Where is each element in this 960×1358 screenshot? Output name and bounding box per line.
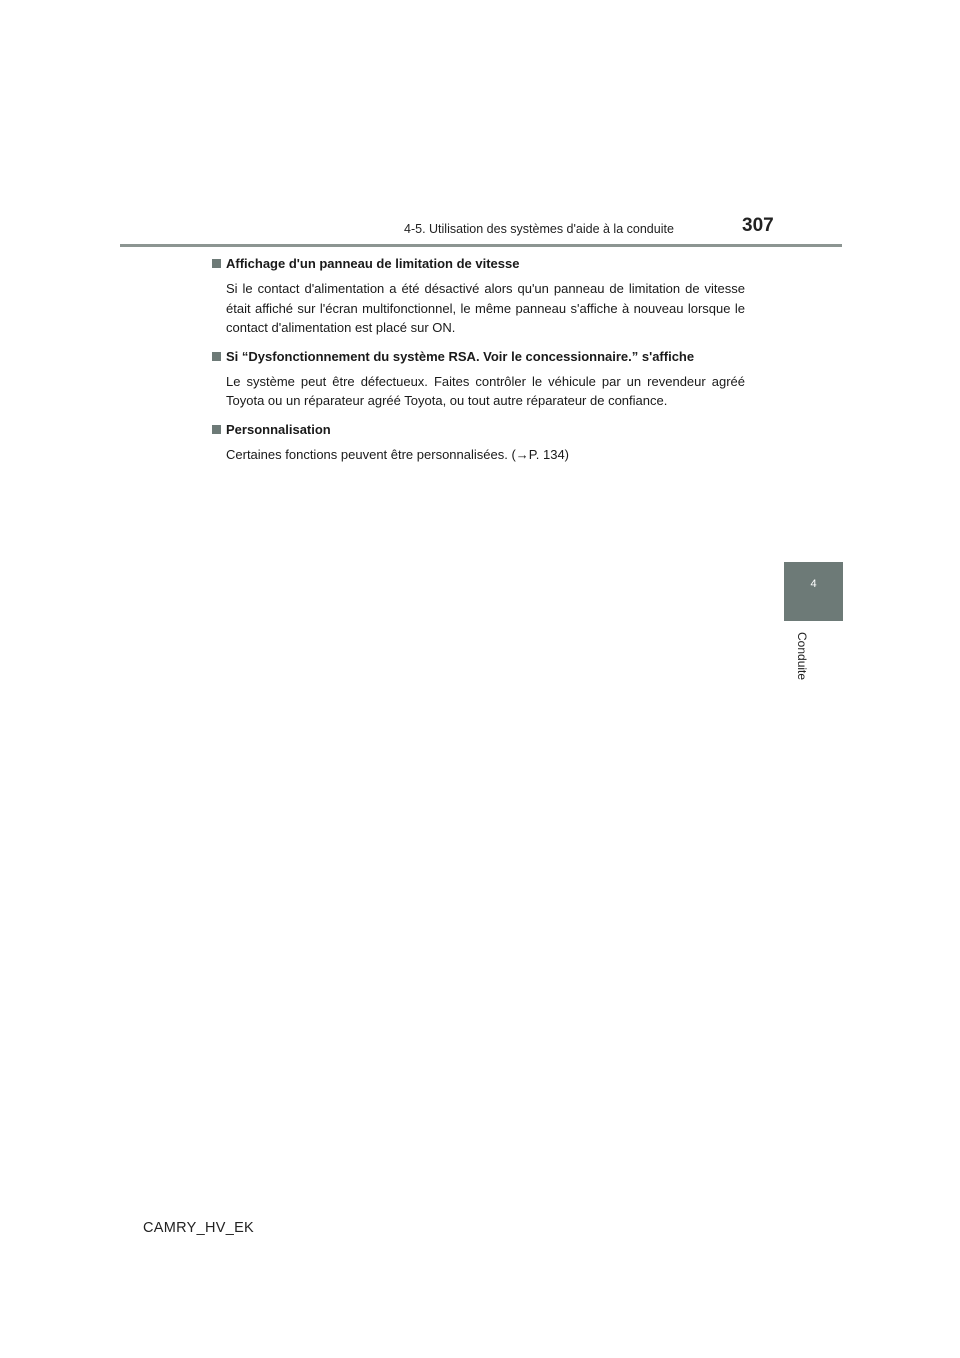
section-body: Si le contact d'alimentation a été désactivé alors qu'un panneau de limitation de vitesse était affiché sur l'écran multifonctionnel, le même panneau s'affiche à nouveau lorsque le contact d'alimentation est placé sur ON. [226,281,745,335]
main-content [212,255,745,474]
section-speed-sign-display [212,255,745,338]
footer-model-code: CAMRY_HV_EK [143,1220,255,1236]
section-title-text: Personnalisation [226,421,331,437]
square-bullet-icon [212,352,221,361]
page-number: 307 [742,215,774,236]
section-customization [212,421,745,465]
section-title-text: Si “Dysfonctionnement du système RSA. Voir le concessionnaire.” s'affiche [226,348,695,364]
section-rsa-malfunction [212,348,745,411]
section-title [212,348,745,366]
section-title [212,255,745,273]
chapter-number: 4 [810,578,817,590]
square-bullet-icon [212,425,221,434]
section-body: Certaines fonctions peuvent être personnalisées. (→P. 134) [226,446,570,462]
chapter-tab [784,562,843,621]
section-body: Le système peut être défectueux. Faites contrôler le véhicule par un revendeur agréé Toyota ou un réparateur agréé Toyota, ou tout autre réparateur de confiance. [226,373,745,408]
section-title-text: Affichage d'un panneau de limitation de vitesse [226,256,520,271]
header-divider [120,244,842,247]
square-bullet-icon [212,259,221,268]
section-title [212,421,745,439]
header-section-title: 4-5. Utilisation des systèmes d'aide à la conduite [404,222,674,236]
chapter-label: Conduite [795,632,809,681]
